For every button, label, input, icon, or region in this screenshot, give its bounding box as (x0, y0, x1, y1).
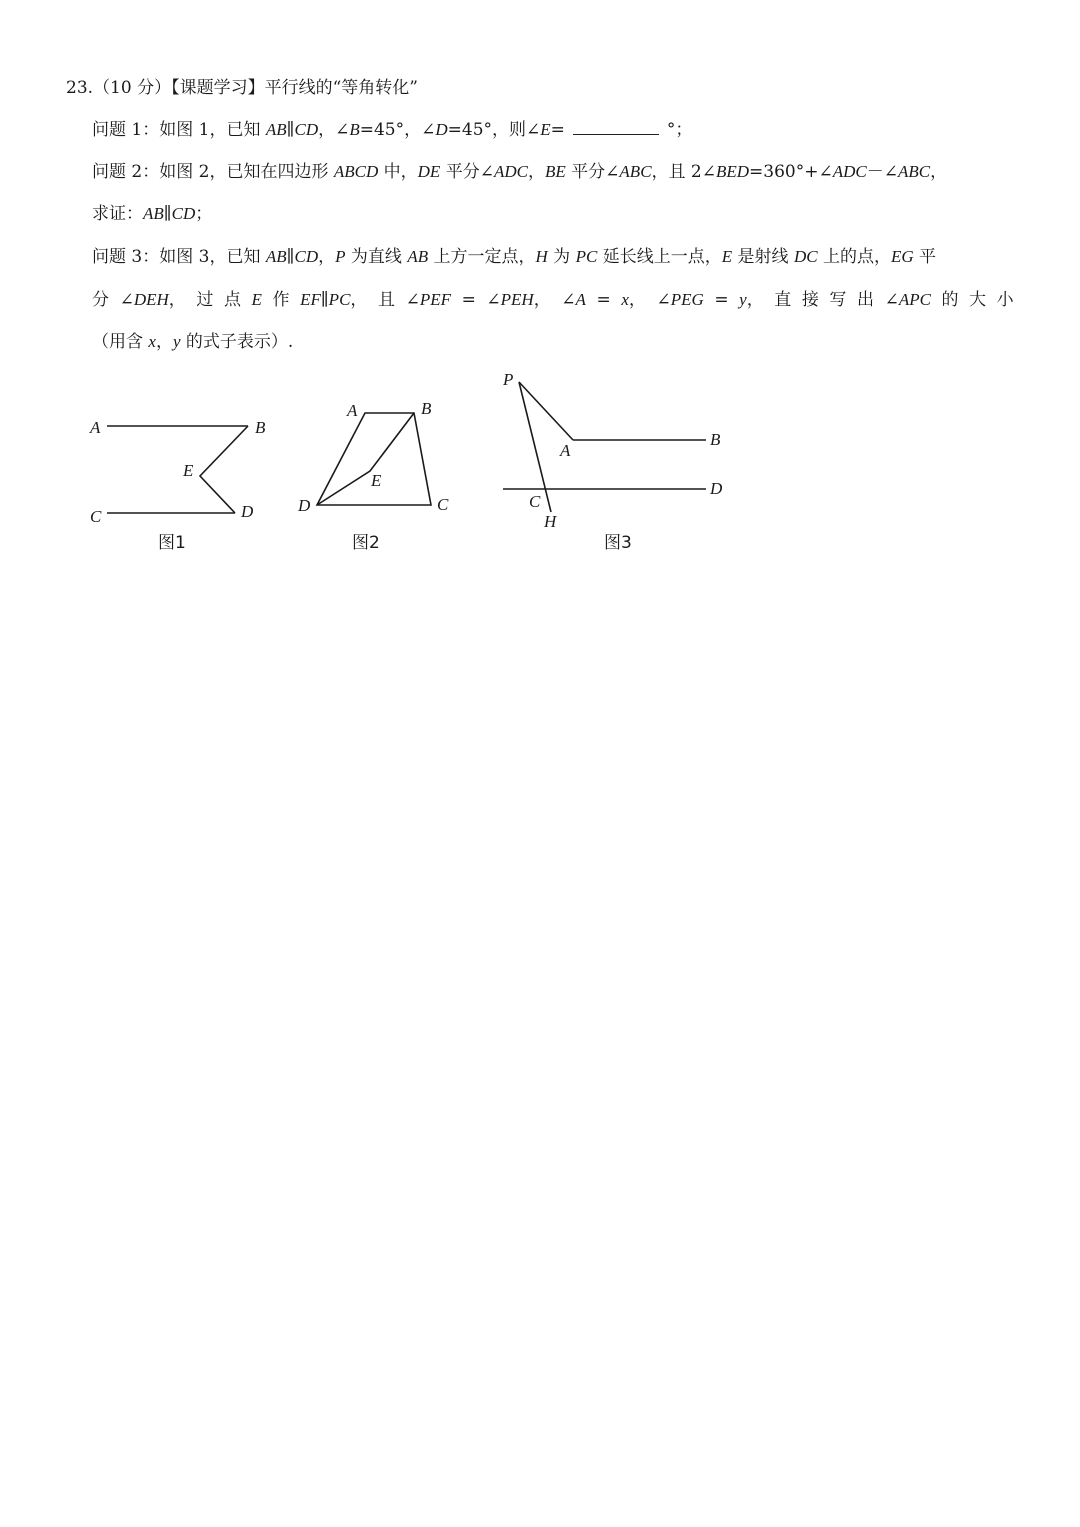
problem-2-line-2: 求证：AB∥CD； (92, 204, 213, 224)
problem-3-line-2: 分 ∠DEH， 过 点 E 作 EF∥PC， 且 ∠PEF = ∠PEH， ∠A = x， ∠PEG = y， 直 接 写 出 ∠APC 的 大 小 (92, 290, 1014, 310)
fig1-polyline-bed (200, 426, 248, 513)
fig3-label-c: C (529, 492, 541, 511)
fig2-quadrilateral (317, 413, 431, 505)
fig2-caption: 图2 (352, 533, 380, 553)
fig1-label-e: E (183, 461, 194, 480)
figures (0, 0, 1080, 600)
question-tag: 【课题学习】 (171, 78, 265, 98)
fig1-label-b: B (255, 418, 266, 437)
fig2-label-e: E (371, 471, 382, 490)
fig1-caption: 图1 (158, 533, 186, 553)
fig3-label-a: A (560, 441, 571, 460)
fig2-bisectors (317, 413, 414, 505)
problem-3-line-3: （用含 x，y 的式子表示）. (92, 332, 294, 352)
question-score: （10 分） (93, 78, 172, 98)
question-heading: 平行线的“等角转化” (264, 78, 418, 98)
problem-2: 问题 2：如图 2，已知在四边形 ABCD 中，DE 平分∠ADC，BE 平分∠ABC，且 2∠BED=360°+∠ADC－∠ABC， (92, 162, 948, 182)
fig3-label-d: D (710, 479, 723, 498)
fig1-label-c: C (90, 507, 102, 526)
problem-3: 问题 3：如图 3，已知 AB∥CD，P 为直线 AB 上方一定点，H 为 PC 延长线上一点，E 是射线 DC 上的点，EG 平 (92, 247, 937, 267)
fig3-caption: 图3 (604, 533, 632, 553)
fig3-label-p: P (503, 370, 514, 389)
figure-1 (107, 426, 248, 513)
fig3-segment-pa (519, 382, 573, 440)
fig2-label-d: D (298, 496, 311, 515)
problem-1: 问题 1：如图 1，已知 AB∥CD，∠B=45°，∠D=45°，则∠E= °； (92, 120, 693, 140)
question-number: 23. (66, 78, 94, 98)
fig2-label-a: A (347, 401, 358, 420)
fig2-label-b: B (421, 399, 432, 418)
fig1-label-d: D (241, 502, 254, 521)
fig2-label-c: C (437, 495, 449, 514)
fig1-label-a: A (90, 418, 101, 437)
figure-2 (317, 413, 431, 505)
fig3-label-h: H (544, 512, 557, 531)
fig3-label-b: B (710, 430, 721, 449)
